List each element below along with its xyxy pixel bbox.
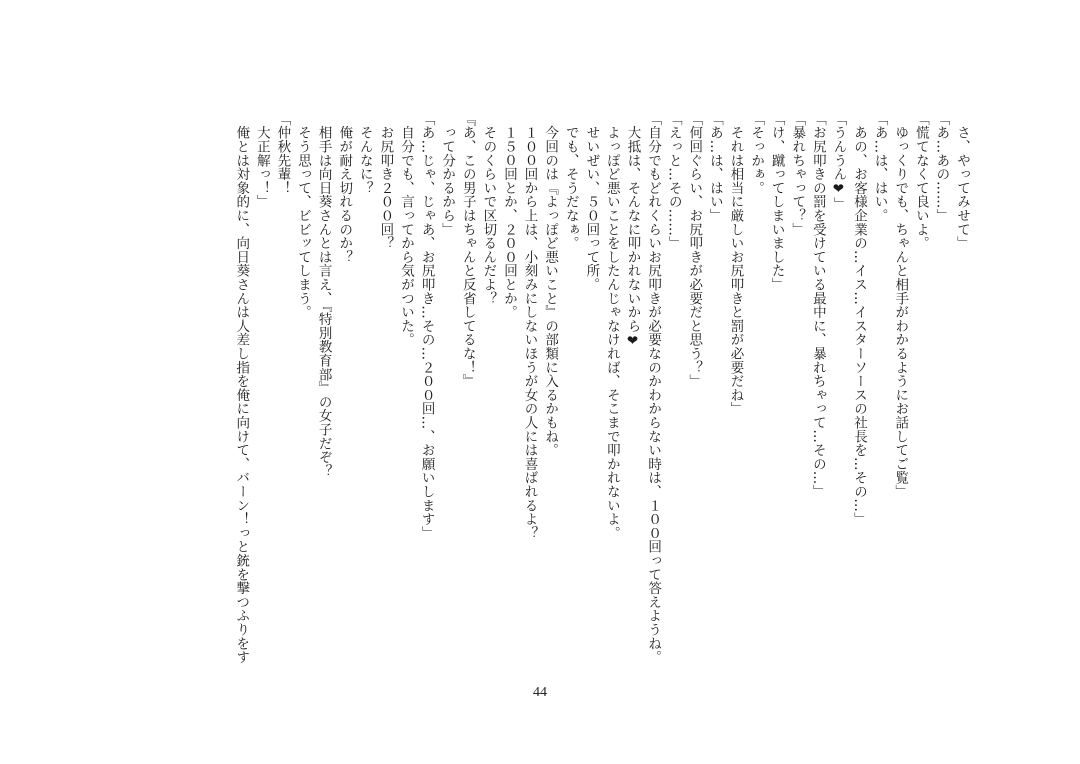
text-line: 「何回ぐらい、お尻叩きが必要だと思う？」 — [686, 112, 703, 388]
text-line: 大正解っ！」 — [253, 112, 270, 209]
text-line: 相手は向日葵さんとは言え、『特別教育部』の女子だぞ？ — [315, 112, 332, 478]
text-line: 「あ…は、はい」 — [706, 112, 723, 223]
text-line: １５０回とか、２００回とか。 — [500, 112, 517, 319]
text-line: そのくらいで区切るんだよ？ — [480, 112, 497, 306]
text-line: よっぽど悪いことをしたんじゃなければ、そこまで叩かれないよ。 — [603, 112, 620, 540]
text-line: 今回のは『よっぽど悪いこと』の部類に入るかもね。 — [542, 112, 559, 457]
text-line: 「慌てなくて良いよ。 — [912, 112, 929, 250]
page-number: 44 — [533, 685, 547, 700]
text-line: 「け、蹴ってしまいました」 — [768, 112, 785, 292]
text-line: って分かるから」 — [439, 112, 456, 237]
text-line: そう思って、ビビッてしまう。 — [295, 112, 311, 319]
text-line: 『あ、この男子はちゃんと反省してるな！』 — [459, 112, 476, 388]
text-line: 「えっと…その……」 — [665, 112, 682, 250]
text-line: 大抵は、そんなに叩かれないから❤ — [624, 112, 641, 350]
text-line: 自分でも、言ってから気がついた。 — [397, 112, 414, 347]
text-line: 「仲秋先輩！ — [274, 112, 291, 195]
text-line: 「あ…は、はい。 — [871, 112, 888, 223]
text-line: 「うんうん❤」 — [830, 112, 847, 212]
text-line: あの、お客様企業の…イス…イスターソースの社長を…その…」 — [851, 112, 868, 526]
text-line: １００回から上は、小刻みにしないほうが女の人には喜ばれるよ？ — [521, 112, 538, 540]
text-line: ゆっくりでも、ちゃんと相手がわかるようにお話してご覧」 — [892, 112, 909, 499]
text-line: さ、やってみせて」 — [954, 112, 970, 250]
vertical-text-block — [192, 112, 972, 672]
text-line: 「そっかぁ。 — [748, 112, 765, 195]
text-line: でも、そうだなぁ。 — [562, 112, 579, 250]
text-line: それは相当に厳しいお尻叩きと罰が必要だね」 — [727, 112, 744, 416]
text-line: 俺が耐え切れるのか？ — [336, 112, 353, 264]
text-line: 「あ…あの……」 — [933, 112, 950, 223]
text-line: そんなに？ — [356, 112, 373, 195]
text-line: 「あ…じゃ、じゃあ、お尻叩き…その…２００回…、お願いします」 — [418, 112, 435, 540]
text-line: せいぜい、５０回って所。 — [583, 112, 600, 292]
text-line: 「お尻叩きの罰を受けている最中に、暴れちゃって…その…」 — [809, 112, 826, 499]
text-line: お尻叩き２００回？ — [377, 112, 394, 250]
text-line: 俺とは対象的に、向日葵さんは人差し指を俺に向けて、バーン！っと銃を撃つふりをす — [233, 112, 250, 664]
text-line: 「暴れちゃって？」 — [789, 112, 806, 237]
text-line: 「自分でもどれくらいお尻叩きが必要なのかわからない時は、１００回って答えようね。 — [645, 112, 662, 664]
